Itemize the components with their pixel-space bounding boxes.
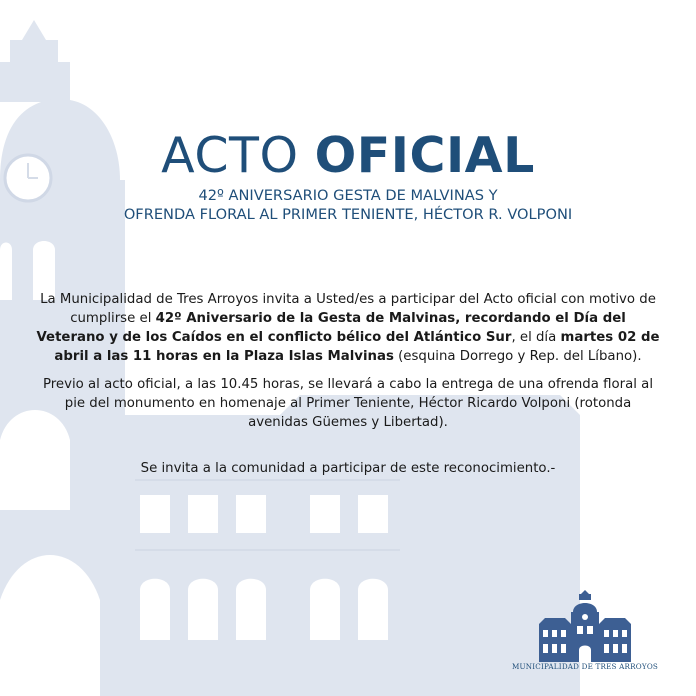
subtitle	[0, 186, 696, 224]
paragraph1-bold-2: martes 02 de abril a las 11 horas en la Plaza Islas Malvinas	[54, 330, 660, 364]
title-part-acto: ACTO	[161, 127, 299, 184]
paragraph-closing: Se invita a la comunidad a participar de este reconocimiento.-	[140, 461, 556, 476]
page-title	[0, 128, 696, 184]
paragraph1-bold-1: 42º Aniversario de la Gesta de Malvinas, recordando el Día del Veterano y de los Caídos en el conflicto bélico del Atlántico Sur	[36, 311, 626, 345]
paragraph1-text-1: La Municipalidad de Tres Arroyos invita a Usted/es a participar del Acto oficial con motivo de cumplirse el	[40, 292, 656, 326]
title-part-oficial: OFICIAL	[314, 127, 535, 184]
town-hall-icon	[535, 590, 635, 662]
paragraph1-text-2: , el día	[511, 330, 561, 345]
subtitle-line-1: 42º ANIVERSARIO GESTA DE MALVINAS Y	[198, 187, 498, 204]
municipality-logo	[505, 590, 665, 680]
logo-caption: MUNICIPALIDAD DE TRES ARROYOS	[511, 662, 659, 671]
paragraph-ofrenda: Previo al acto oficial, a las 10.45 horas, se llevará a cabo la entrega de una ofrenda floral al pie del monumento en homenaje al Primer Teniente, Héctor Ricardo Volponi (rotonda avenidas Güemes y Libertad).	[42, 377, 654, 430]
paragraph1-text-3: (esquina Dorrego y Rep. del Líbano).	[393, 349, 642, 364]
paragraph-invitation	[34, 290, 662, 366]
subtitle-line-2: OFRENDA FLORAL AL PRIMER TENIENTE, HÉCTOR R. VOLPONI	[123, 206, 573, 223]
